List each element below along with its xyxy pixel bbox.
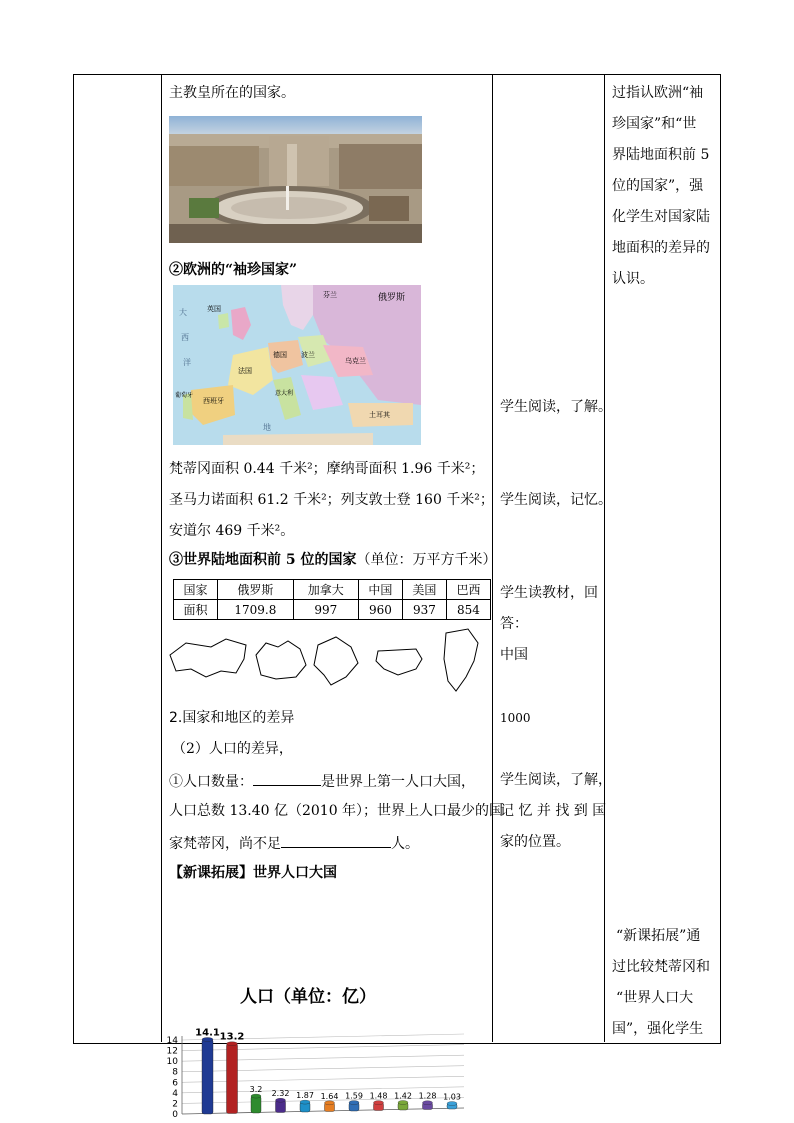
bar-top [251, 1094, 261, 1098]
data-label: 1.03 [443, 1092, 461, 1102]
table-cell: 面积 [174, 600, 218, 620]
china-outline [314, 637, 358, 685]
intent-2-l1: “新课拓展”通 [616, 928, 701, 944]
data-label: 1.42 [394, 1091, 412, 1101]
table-cell: 巴西 [446, 580, 490, 600]
table-cell: 国家 [174, 580, 218, 600]
table-cell: 美国 [402, 580, 446, 600]
section-2-sub: （2）人口的差异， [172, 741, 293, 757]
pop-line-1-b: 是世界上第一人口大国， [321, 774, 475, 790]
column-divider-3 [604, 74, 605, 1042]
bar-top [349, 1101, 359, 1105]
data-label: 1.87 [296, 1091, 314, 1101]
country-outlines [166, 625, 486, 695]
answer-5-l1: 学生阅读，了解， [500, 772, 612, 788]
y-tick-label: 10 [166, 1057, 178, 1068]
map-label-ukraine: 乌克兰 [345, 357, 366, 365]
canada-outline [256, 641, 306, 679]
bar-top [447, 1102, 457, 1106]
answer-4: 1000 [500, 711, 531, 725]
answer-5-l2: 记 忆 并 找 到 国 [500, 803, 607, 819]
answer-2: 学生阅读，记忆。 [500, 492, 612, 508]
map-label-atlantic-2: 西 [181, 333, 189, 342]
y-tick-label: 8 [172, 1067, 178, 1078]
y-tick-label: 2 [172, 1099, 178, 1110]
expand-heading: 【新课拓展】世界人口大国 [169, 865, 337, 881]
gridline [182, 1045, 464, 1051]
y-tick-label: 12 [166, 1046, 178, 1057]
table-cell: 中国 [358, 580, 402, 600]
chart-title: 人口（单位：亿） [240, 987, 376, 1007]
map-label-poland: 波兰 [301, 351, 315, 359]
table-cell: 960 [358, 600, 402, 620]
bar-top [325, 1101, 335, 1105]
column-divider-1 [161, 74, 162, 1042]
intent-1-l7: 认识。 [612, 271, 654, 287]
data-label: 1.59 [345, 1091, 363, 1101]
pop-line-1-a: ①人口数量： [169, 774, 253, 790]
population-chart [160, 1010, 470, 1123]
pop-line-3-a: 家梵蒂冈，尚不足 [169, 836, 281, 852]
intent-1-l6: 地面积的差异的 [612, 240, 710, 256]
bar [227, 1044, 238, 1114]
y-tick-label: 4 [172, 1088, 178, 1099]
text-areas-3: 安道尔 469 千米²。 [169, 523, 295, 539]
brazil-outline [444, 629, 478, 691]
y-tick-label: 6 [172, 1078, 178, 1089]
gridline [182, 1076, 464, 1082]
data-label: 1.28 [418, 1091, 437, 1101]
pop-line-1 [169, 771, 475, 791]
intent-1-l5: 化学生对国家陆 [612, 209, 710, 225]
bar [251, 1096, 261, 1113]
data-label: 14.1 [195, 1027, 220, 1039]
map-label-portugal: 葡萄牙 [175, 392, 194, 399]
gridline [182, 1055, 464, 1061]
text-pope-country: 主教皇所在的国家。 [169, 85, 295, 101]
y-tick-label: 14 [166, 1036, 178, 1046]
table-cell: 俄罗斯 [218, 580, 294, 600]
heading-top5-area [169, 551, 497, 569]
gridline [182, 1066, 464, 1072]
table-cell: 1709.8 [218, 600, 294, 620]
map-label-turkey: 土耳其 [369, 411, 390, 419]
vatican-photo [169, 116, 422, 243]
pop-line-3-b: 人。 [391, 836, 419, 852]
intent-1-l4: 位的国家”，强 [612, 178, 704, 194]
intent-1-l2: 珍国家”和“世 [612, 116, 697, 132]
map-label-russia: 俄罗斯 [378, 293, 406, 303]
map-label-mediterranean: 地 [263, 423, 271, 432]
text-areas-2: 圣马力诺面积 61.2 千米²；列支敦士登 160 千米²； [169, 492, 494, 508]
map-label-germany: 德国 [273, 351, 287, 359]
blank-vatican-population[interactable] [281, 833, 391, 848]
answer-3-l3: 中国 [500, 647, 528, 663]
table-cell: 854 [446, 600, 490, 620]
answer-1: 学生阅读，了解。 [500, 399, 612, 415]
usa-outline [376, 649, 422, 675]
pop-line-3 [169, 833, 419, 853]
data-label: 1.64 [320, 1091, 339, 1101]
y-tick-label: 0 [172, 1110, 178, 1120]
intent-2-l2: 过比较梵蒂冈和 [612, 959, 710, 975]
russia-outline [170, 639, 246, 677]
map-label-finland: 芬兰 [323, 291, 337, 299]
heading-microstates: ②欧洲的“袖珍国家” [169, 262, 298, 278]
data-label: 13.2 [219, 1031, 245, 1043]
area-table-header-row [174, 580, 491, 600]
bar-top [374, 1101, 384, 1105]
map-label-spain: 西班牙 [203, 397, 224, 405]
europe-map [173, 285, 421, 445]
table-cell: 937 [402, 600, 446, 620]
blank-most-populous[interactable] [253, 771, 321, 786]
bar-top [300, 1100, 310, 1104]
intent-2-l3: “世界人口大 [616, 990, 694, 1006]
data-label: 1.48 [369, 1091, 388, 1101]
intent-1-l1: 过指认欧洲“袖 [612, 85, 704, 101]
intent-2-l4: 国”，强化学生 [612, 1021, 704, 1037]
data-label: 2.32 [271, 1089, 290, 1099]
map-label-france: 法国 [238, 367, 252, 375]
area-table-value-row [174, 600, 491, 620]
bar-top [398, 1100, 408, 1104]
data-label: 3.2 [249, 1085, 263, 1095]
x-axis [182, 1108, 464, 1114]
bar-top [423, 1101, 433, 1105]
table-cell: 997 [293, 600, 358, 620]
map-label-atlantic-3: 洋 [183, 358, 191, 367]
answer-5-l3: 家的位置。 [500, 834, 570, 850]
answer-3-l1: 学生读教材，回 [500, 585, 598, 601]
area-table [173, 579, 491, 620]
section-2-heading: 2.国家和地区的差异 [169, 710, 295, 726]
pop-line-2: 人口总数 13.40 亿（2010 年）；世界上人口最少的国 [169, 803, 504, 819]
answer-3-l2: 答： [500, 616, 528, 632]
intent-1-l3: 界陆地面积前 5 [612, 147, 710, 163]
bar [202, 1039, 213, 1114]
bar-top [276, 1098, 286, 1102]
text-areas-1: 梵蒂冈面积 0.44 千米²；摩纳哥面积 1.96 千米²； [169, 461, 485, 477]
heading-top5-text: ③世界陆地面积前 5 位的国家 [169, 552, 357, 568]
heading-top5-unit: （单位：万平方千米） [356, 552, 497, 568]
map-label-italy: 意大利 [275, 390, 294, 397]
map-label-britain: 英国 [207, 305, 221, 313]
table-cell: 加拿大 [293, 580, 358, 600]
map-label-atlantic-1: 大 [179, 308, 187, 317]
